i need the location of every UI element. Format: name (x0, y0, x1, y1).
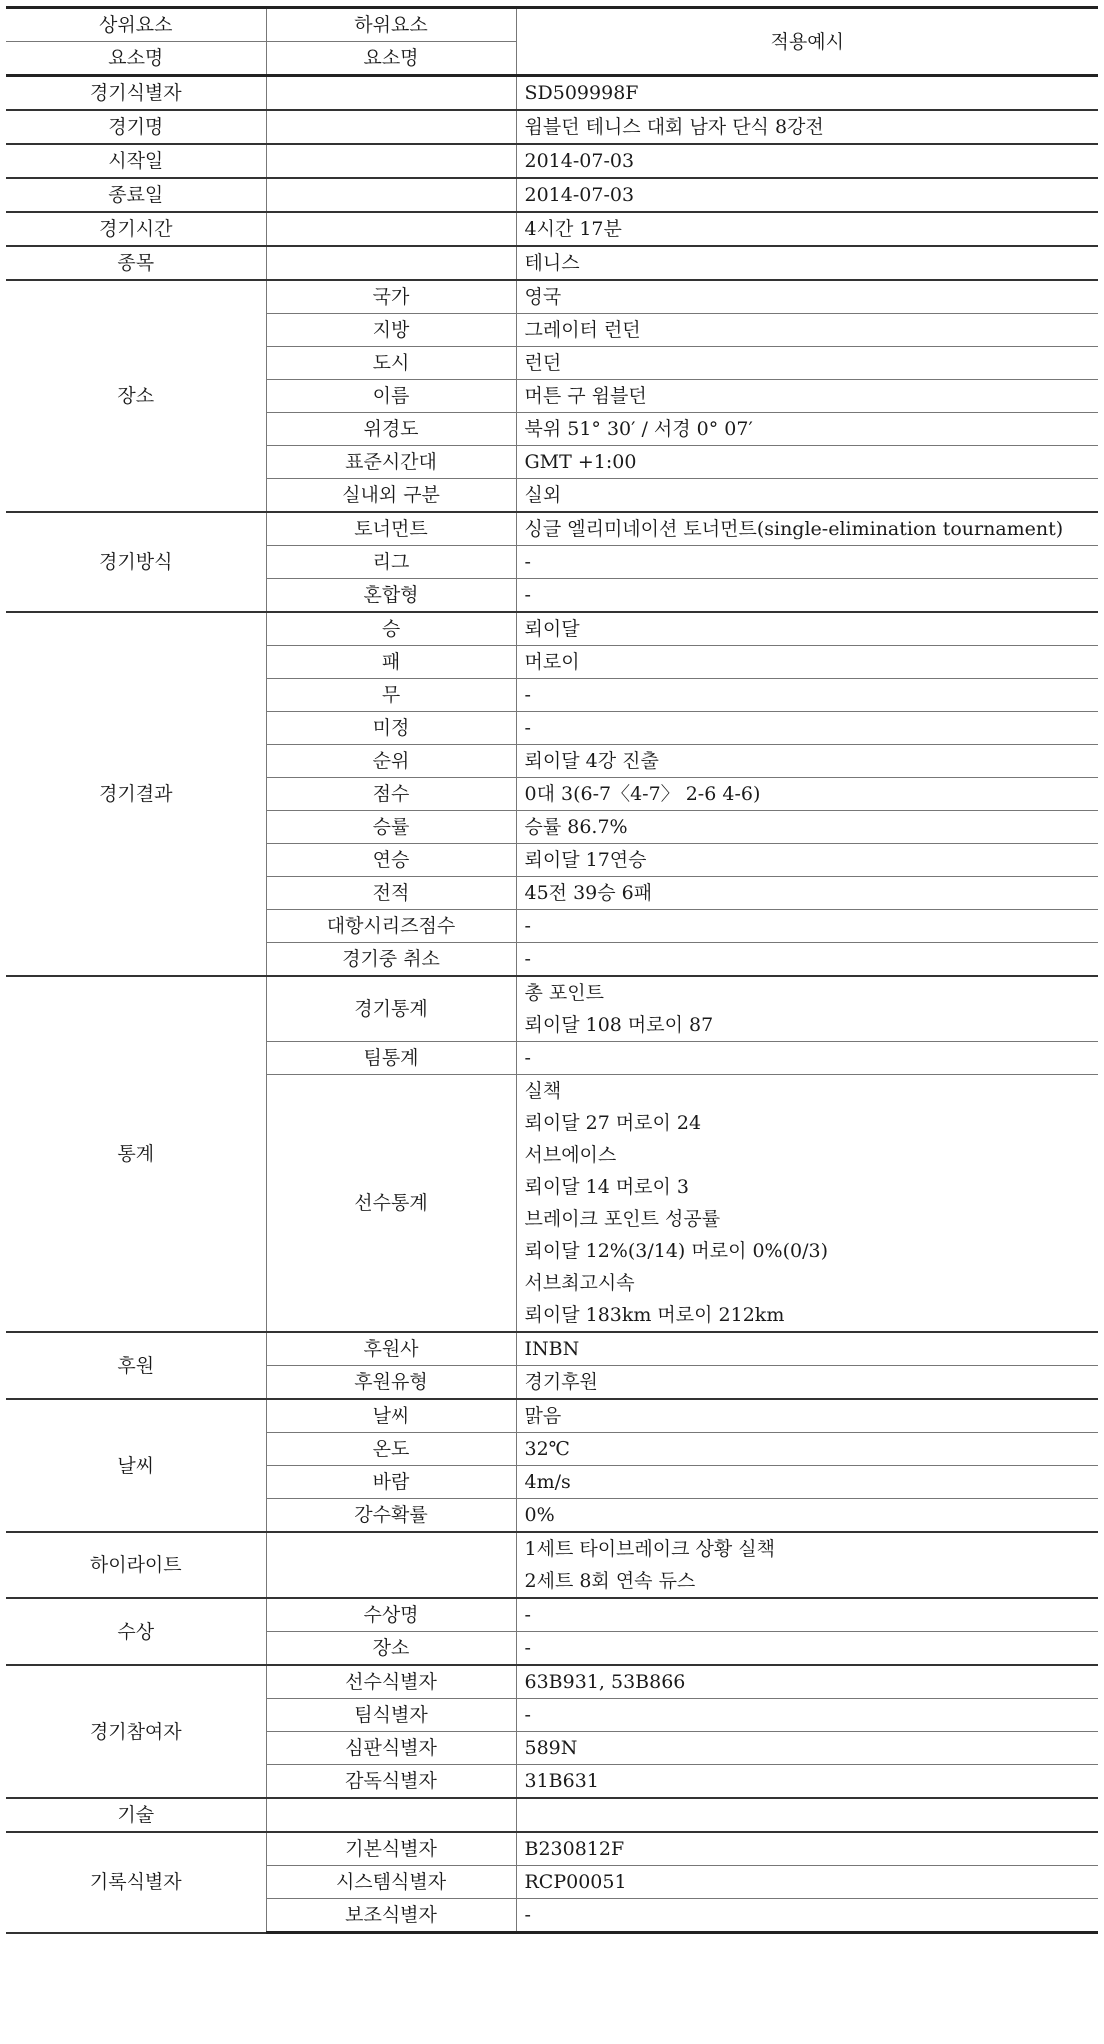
example-value-line: 뢰이달 108 머로이 87 (524, 1014, 714, 1036)
example-value (516, 1732, 1098, 1765)
table-row (6, 1332, 1098, 1366)
child-element-name: 점수 (266, 778, 516, 811)
example-value-line: 뢰이달 27 머로이 24 (524, 1112, 702, 1134)
example-value-line: 63B931, 53B866 (524, 1671, 686, 1693)
child-element-name: 바람 (266, 1466, 516, 1499)
child-element-name: 승 (266, 612, 516, 646)
example-value-line: 4시간 17분 (524, 218, 622, 240)
example-value (516, 1899, 1098, 1933)
example-value-line: - (524, 1904, 531, 1926)
example-value-line: 4m/s (524, 1471, 571, 1493)
example-value-line: 윔블던 테니스 대회 남자 단식 8강전 (524, 116, 824, 138)
child-element-name: 선수식별자 (266, 1665, 516, 1699)
parent-element-name: 후원 (6, 1332, 266, 1399)
example-value (516, 144, 1098, 178)
example-value (516, 479, 1098, 513)
example-value-line: 2014-07-03 (524, 184, 635, 206)
example-value (516, 943, 1098, 977)
header-row-1 (6, 8, 1098, 42)
example-value (516, 1699, 1098, 1732)
example-value (516, 446, 1098, 479)
example-value (516, 314, 1098, 347)
child-element-name: 경기중 취소 (266, 943, 516, 977)
example-value-line: 북위 51° 30′ / 서경 0° 07′ (524, 418, 753, 440)
parent-element-name: 경기방식 (6, 512, 266, 612)
table-row (6, 178, 1098, 212)
child-element-name: 표준시간대 (266, 446, 516, 479)
example-value-line: 뢰이달 14 머로이 3 (524, 1176, 690, 1198)
example-value-line: 브레이크 포인트 성공률 (524, 1208, 721, 1230)
child-element-name: 국가 (266, 280, 516, 314)
example-value (516, 280, 1098, 314)
table-row (6, 144, 1098, 178)
child-element-name: 지방 (266, 314, 516, 347)
example-value (516, 712, 1098, 745)
child-element-name: 실내외 구분 (266, 479, 516, 513)
child-element-name: 장소 (266, 1632, 516, 1666)
example-value-line: 뢰이달 4강 진출 (524, 750, 659, 772)
child-element-name (266, 178, 516, 212)
table-row (6, 110, 1098, 144)
example-value-line: - (524, 948, 531, 970)
example-value (516, 380, 1098, 413)
parent-element-name: 하이라이트 (6, 1532, 266, 1598)
table-row (6, 280, 1098, 314)
example-value (516, 1042, 1098, 1075)
child-element-name: 무 (266, 679, 516, 712)
child-element-name (266, 1532, 516, 1598)
example-value-line: 45전 39승 6패 (524, 882, 653, 904)
example-value (516, 910, 1098, 943)
child-element-name: 후원유형 (266, 1366, 516, 1400)
example-value (516, 1866, 1098, 1899)
table-row (6, 612, 1098, 646)
example-value (516, 512, 1098, 546)
parent-element-name: 통계 (6, 976, 266, 1332)
parent-element-name: 종목 (6, 246, 266, 280)
child-element-name: 패 (266, 646, 516, 679)
example-value-line: 테니스 (524, 252, 580, 274)
child-element-name: 리그 (266, 546, 516, 579)
example-value (516, 778, 1098, 811)
table-row (6, 76, 1098, 111)
parent-element-name: 날씨 (6, 1399, 266, 1532)
example-value (516, 1598, 1098, 1632)
example-value-line: 그레이터 런던 (524, 319, 641, 341)
example-value (516, 579, 1098, 613)
example-value-line: 런던 (524, 352, 562, 374)
child-element-name: 이름 (266, 380, 516, 413)
child-element-name (266, 110, 516, 144)
example-value-line: 2세트 8회 연속 듀스 (524, 1570, 696, 1592)
child-element-name: 대항시리즈점수 (266, 910, 516, 943)
example-value-line: 머튼 구 윔블던 (524, 385, 647, 407)
child-element-name: 기본식별자 (266, 1832, 516, 1866)
child-element-name: 도시 (266, 347, 516, 380)
example-value-line: 뢰이달 183km 머로이 212km (524, 1304, 785, 1326)
example-value-line: 32℃ (524, 1438, 570, 1460)
example-value-line: B230812F (524, 1838, 625, 1860)
example-value-line: 실책 (524, 1080, 562, 1102)
child-element-name: 수상명 (266, 1598, 516, 1632)
example-value (516, 612, 1098, 646)
example-value-line: INBN (524, 1338, 580, 1360)
header-example: 적용예시 (516, 8, 1098, 76)
example-value-line: - (524, 1704, 531, 1726)
child-element-name: 혼합형 (266, 579, 516, 613)
child-element-name: 후원사 (266, 1332, 516, 1366)
parent-element-name: 기술 (6, 1798, 266, 1832)
example-value (516, 546, 1098, 579)
example-value-line: 경기후원 (524, 1371, 598, 1393)
example-value (516, 1433, 1098, 1466)
child-element-name: 선수통계 (266, 1075, 516, 1333)
child-element-name (266, 212, 516, 246)
example-value (516, 976, 1098, 1042)
example-value-line: - (524, 915, 531, 937)
example-value-line: - (524, 584, 531, 606)
example-value (516, 178, 1098, 212)
table-row (6, 1399, 1098, 1433)
example-value-line: 뢰이달 17연승 (524, 849, 647, 871)
example-value (516, 1632, 1098, 1666)
parent-element-name: 수상 (6, 1598, 266, 1665)
example-value (516, 1665, 1098, 1699)
header-lower-element: 하위요소 (266, 8, 516, 42)
example-value (516, 1332, 1098, 1366)
child-element-name: 미정 (266, 712, 516, 745)
child-element-name (266, 1798, 516, 1832)
example-value-line: 뢰이달 12%(3/14) 머로이 0%(0/3) (524, 1240, 829, 1262)
parent-element-name: 경기식별자 (6, 76, 266, 111)
header-upper-element: 상위요소 (6, 8, 266, 42)
child-element-name: 팀통계 (266, 1042, 516, 1075)
table-body (6, 8, 1098, 1933)
example-value (516, 745, 1098, 778)
example-value (516, 1366, 1098, 1400)
child-element-name: 날씨 (266, 1399, 516, 1433)
child-element-name: 전적 (266, 877, 516, 910)
child-element-name: 감독식별자 (266, 1765, 516, 1799)
example-value-line: - (524, 717, 531, 739)
child-element-name: 온도 (266, 1433, 516, 1466)
table-row (6, 212, 1098, 246)
parent-element-name: 종료일 (6, 178, 266, 212)
example-value (516, 679, 1098, 712)
table-row (6, 1532, 1098, 1598)
example-value-line: 승률 86.7% (524, 816, 628, 838)
example-value-line: - (524, 551, 531, 573)
parent-element-name: 경기참여자 (6, 1665, 266, 1798)
example-value (516, 646, 1098, 679)
table-row (6, 512, 1098, 546)
example-value (516, 1466, 1098, 1499)
example-value (516, 1532, 1098, 1598)
parent-element-name: 경기결과 (6, 612, 266, 976)
child-element-name: 순위 (266, 745, 516, 778)
example-value-line: - (524, 1604, 531, 1626)
example-value-line: 머로이 (524, 651, 580, 673)
child-element-name: 팀식별자 (266, 1699, 516, 1732)
child-element-name (266, 76, 516, 111)
table-row (6, 976, 1098, 1042)
example-value-line: 영국 (524, 286, 562, 308)
example-value (516, 1832, 1098, 1866)
example-value-line: 뢰이달 (524, 618, 580, 640)
child-element-name: 시스템식별자 (266, 1866, 516, 1899)
table-row (6, 1798, 1098, 1832)
table-row (6, 246, 1098, 280)
header-lower-name: 요소명 (266, 42, 516, 76)
example-value-line: 맑음 (524, 1405, 562, 1427)
example-value-line: 0% (524, 1504, 555, 1526)
example-value-line: 31B631 (524, 1770, 599, 1792)
example-value-line: 서브최고시속 (524, 1272, 635, 1294)
child-element-name: 심판식별자 (266, 1732, 516, 1765)
example-value-line: 2014-07-03 (524, 150, 635, 172)
example-value (516, 877, 1098, 910)
example-value-line: 0대 3(6-7〈4-7〉 2-6 4-6) (524, 783, 761, 805)
example-value (516, 1075, 1098, 1333)
example-value-line: 싱글 엘리미네이션 토너먼트(single-elimination tournament) (524, 518, 1064, 540)
example-value (516, 844, 1098, 877)
example-value-line: 1세트 타이브레이크 상황 실책 (524, 1538, 775, 1560)
child-element-name: 연승 (266, 844, 516, 877)
parent-element-name: 기록식별자 (6, 1832, 266, 1933)
example-value-line: - (524, 1637, 531, 1659)
parent-element-name: 장소 (6, 280, 266, 512)
child-element-name: 보조식별자 (266, 1899, 516, 1933)
child-element-name (266, 246, 516, 280)
example-value (516, 1499, 1098, 1533)
example-value (516, 212, 1098, 246)
example-value-line: 총 포인트 (524, 982, 604, 1004)
example-value (516, 347, 1098, 380)
example-value-line: GMT +1:00 (524, 451, 637, 473)
example-value (516, 76, 1098, 111)
child-element-name: 승률 (266, 811, 516, 844)
example-value (516, 1798, 1098, 1832)
parent-element-name: 경기명 (6, 110, 266, 144)
table-row (6, 1832, 1098, 1866)
example-value-line: SD509998F (524, 82, 639, 104)
example-value-line: 서브에이스 (524, 1144, 617, 1166)
header-upper-name: 요소명 (6, 42, 266, 76)
example-value (516, 1399, 1098, 1433)
example-value-line: 실외 (524, 484, 562, 506)
example-value (516, 110, 1098, 144)
example-value-line: - (524, 1047, 531, 1069)
table-row (6, 1598, 1098, 1632)
child-element-name: 강수확률 (266, 1499, 516, 1533)
example-value (516, 246, 1098, 280)
example-value-line: 589N (524, 1737, 578, 1759)
element-table (6, 6, 1098, 1934)
child-element-name (266, 144, 516, 178)
example-value-line: RCP00051 (524, 1871, 627, 1893)
parent-element-name: 경기시간 (6, 212, 266, 246)
parent-element-name: 시작일 (6, 144, 266, 178)
example-value-line: - (524, 684, 531, 706)
child-element-name: 토너먼트 (266, 512, 516, 546)
child-element-name: 위경도 (266, 413, 516, 446)
example-value (516, 1765, 1098, 1799)
example-value (516, 811, 1098, 844)
table-row (6, 1665, 1098, 1699)
child-element-name: 경기통계 (266, 976, 516, 1042)
example-value (516, 413, 1098, 446)
